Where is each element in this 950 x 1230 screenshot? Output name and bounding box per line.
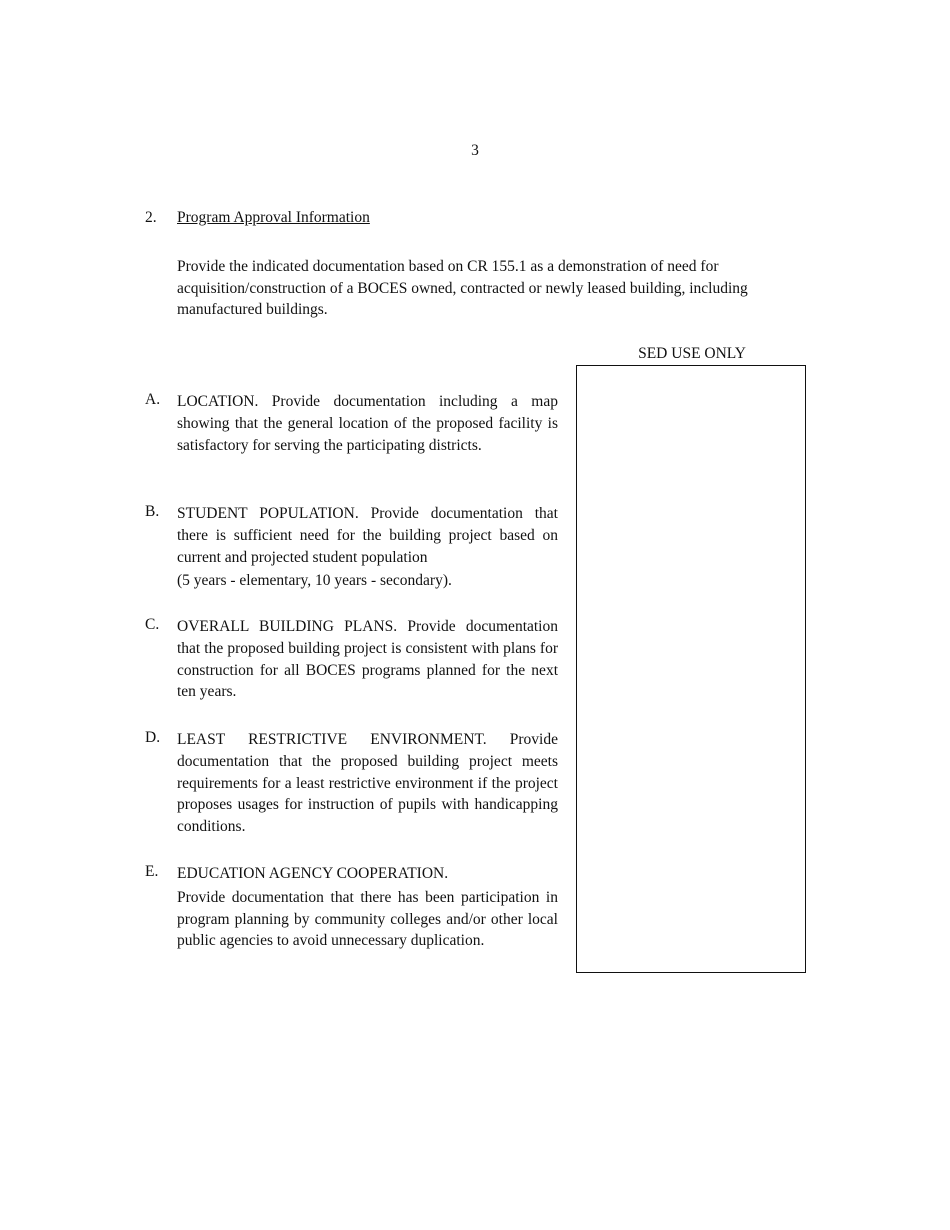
item-student-population <box>145 503 558 592</box>
section-intro: Provide the indicated documentation based on CR 155.1 as a demonstration of need for acquisition/construction of a BOCES owned, contracted or newly leased building, including manufactured buildings. <box>177 258 748 318</box>
item-letter: A. <box>145 391 161 408</box>
item-least-restrictive-environment <box>145 729 558 838</box>
item-letter: C. <box>145 616 160 633</box>
item-text: LOCATION. Provide documentation including a map showing that the general location of the proposed facility is satisfactory for serving the participating districts. <box>177 393 558 454</box>
section-number: 2. <box>145 209 157 226</box>
item-letter: D. <box>145 729 161 746</box>
item-location <box>145 391 558 456</box>
item-education-agency-cooperation <box>145 863 558 952</box>
sed-use-only-box <box>576 365 806 973</box>
item-extra-text: (5 years - elementary, 10 years - secondary). <box>177 572 452 590</box>
item-letter: E. <box>145 863 159 880</box>
item-body <box>177 863 558 952</box>
item-text: STUDENT POPULATION. Provide documentation that there is sufficient need for the building project based on current and projected student population <box>177 505 558 566</box>
item-letter: B. <box>145 503 160 520</box>
section-title: Program Approval Information <box>177 209 370 226</box>
sed-use-only-label: SED USE ONLY <box>638 345 746 362</box>
page-number: 3 <box>471 142 479 159</box>
item-overall-building-plans <box>145 616 558 703</box>
item-body <box>177 503 558 592</box>
section-heading <box>145 209 370 227</box>
item-text: OVERALL BUILDING PLANS. Provide documentation that the proposed building project is consistent with plans for construction for all BOCES programs planned for the next ten years. <box>177 618 558 701</box>
item-heading: EDUCATION AGENCY COOPERATION. <box>177 865 449 882</box>
item-text: LEAST RESTRICTIVE ENVIRONMENT. Provide documentation that the proposed building project meets requirements for a least restrictive environment if the project proposes usages for instruction of pupils with handicapping conditions. <box>177 731 558 836</box>
item-text: Provide documentation that there has been participation in program planning by community colleges and/or other local public agencies to avoid unnecessary duplication. <box>177 888 558 950</box>
